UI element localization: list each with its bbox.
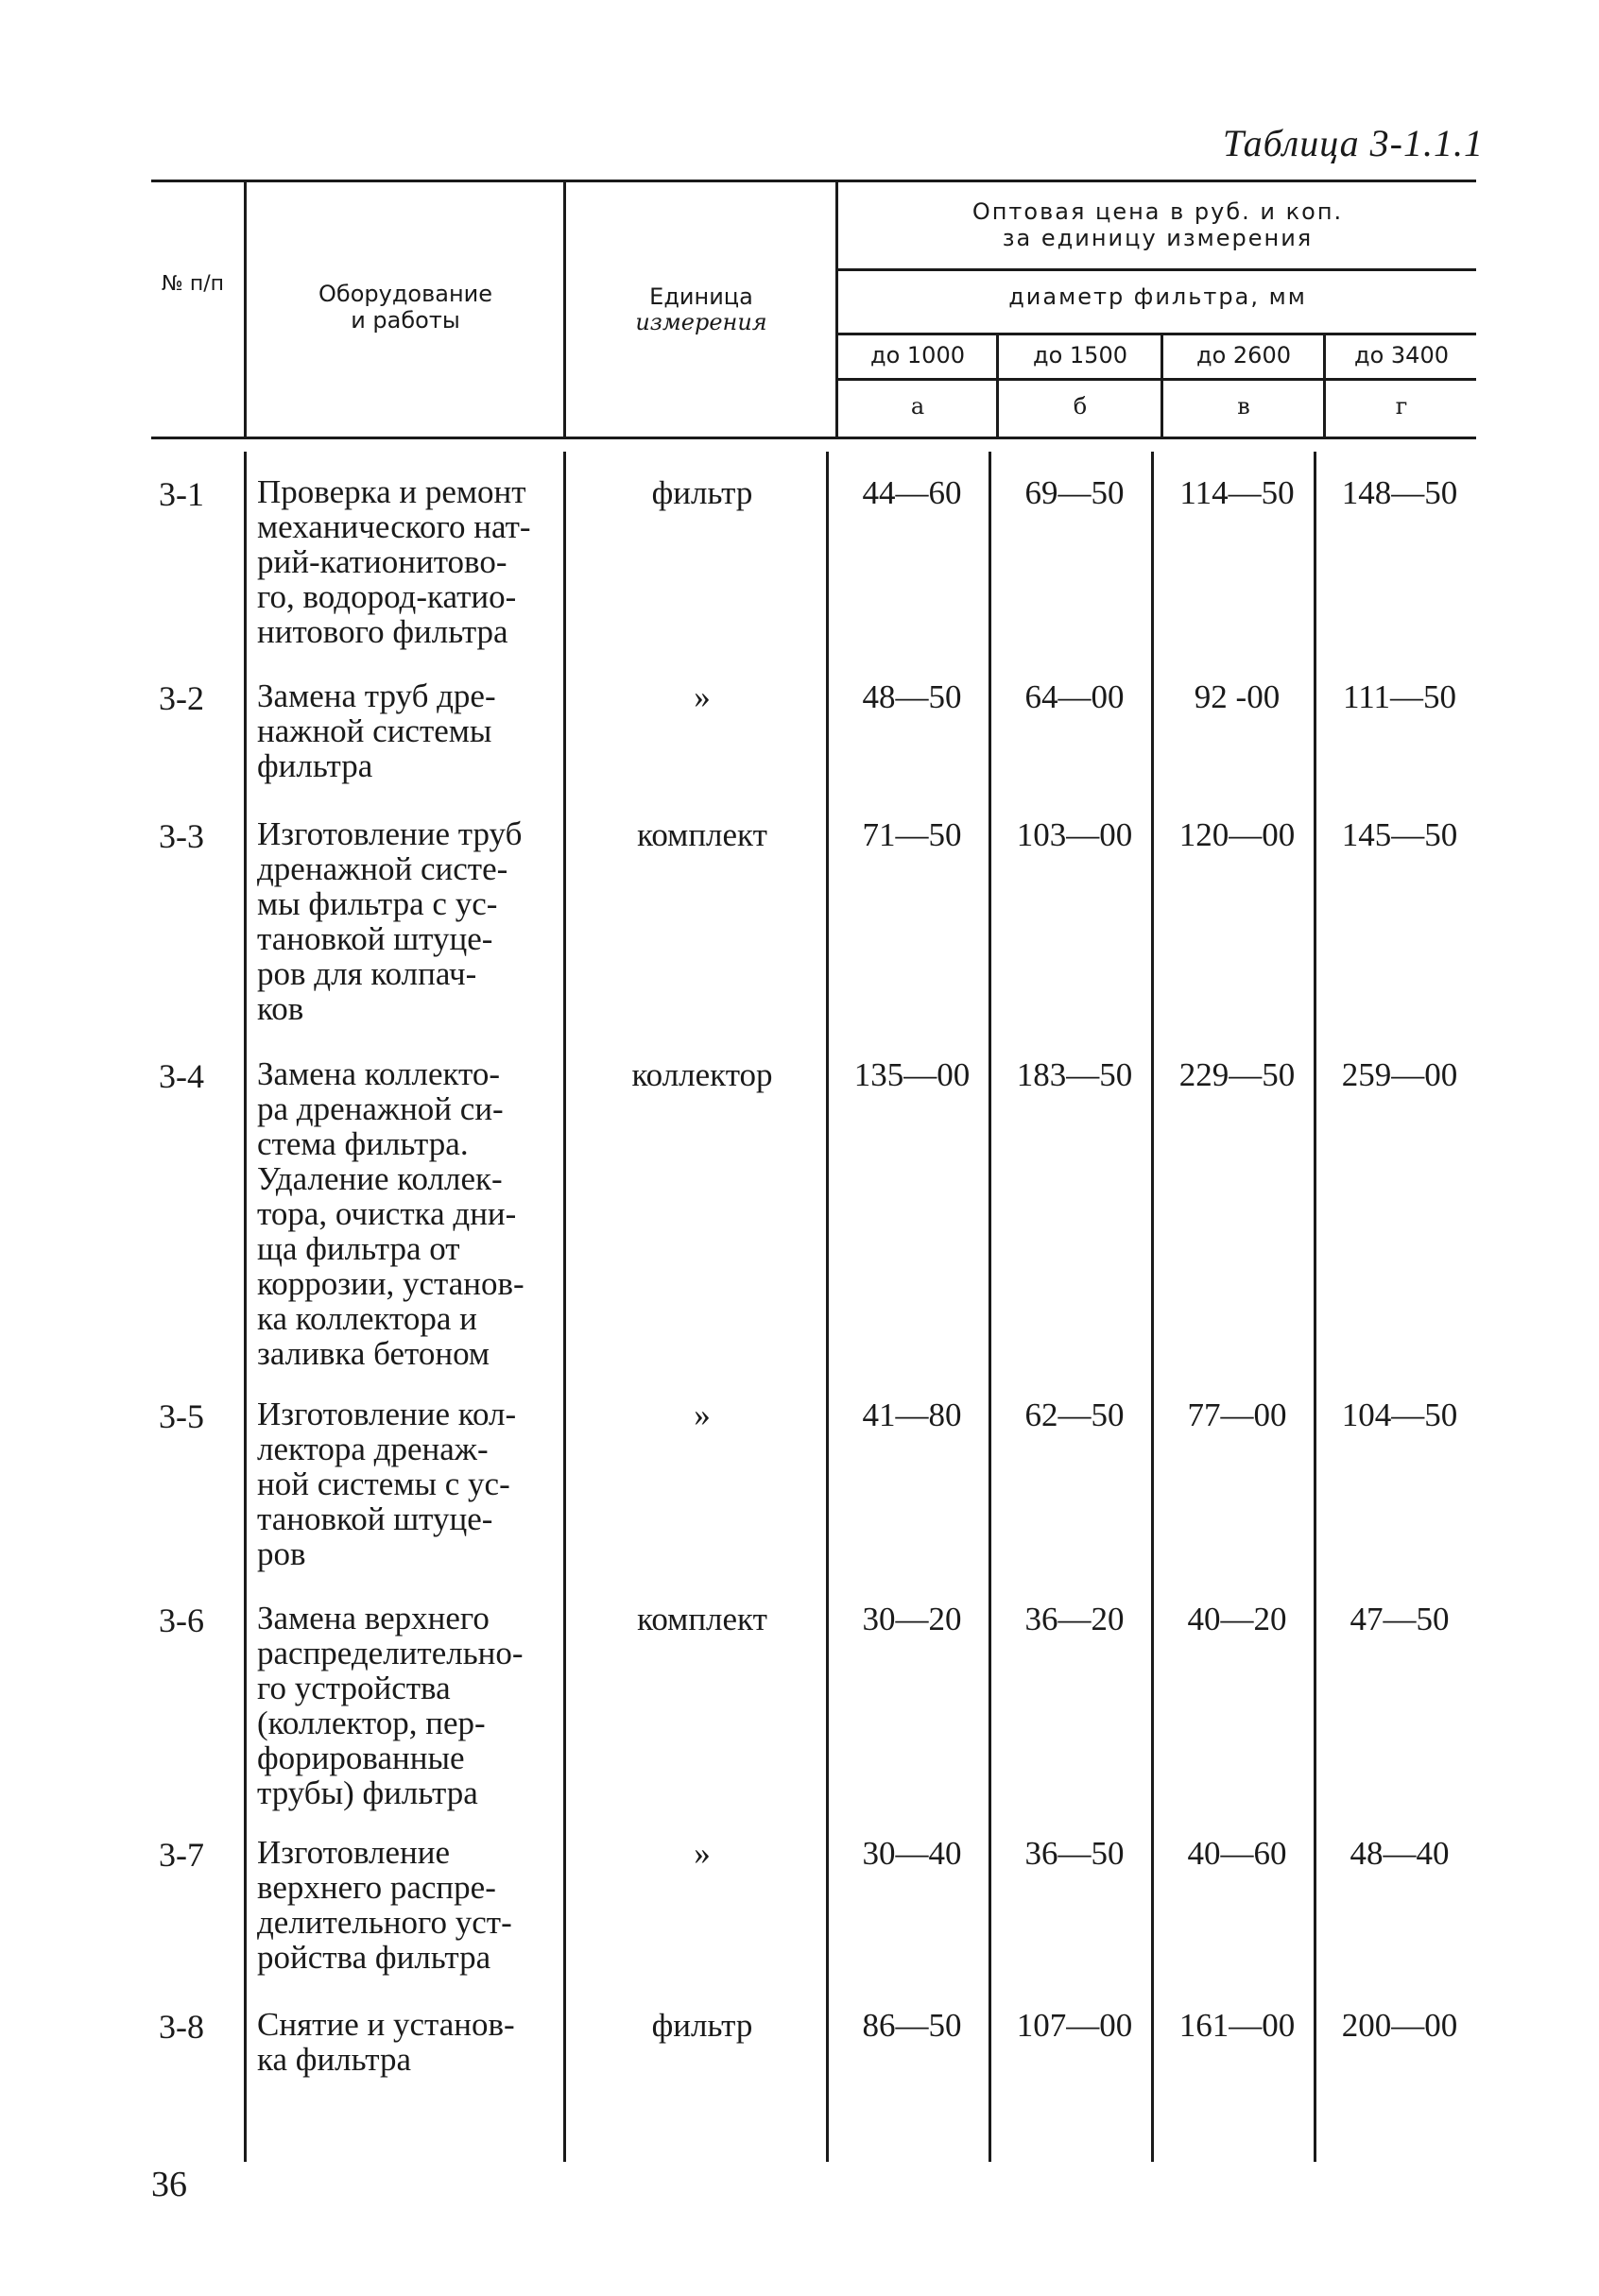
price-b: 69—50 <box>1024 474 1125 511</box>
letter-col-a: а <box>910 393 925 420</box>
price-d: 259—00 <box>1341 1056 1458 1093</box>
header-top-rule <box>151 180 1476 182</box>
diameter-col-c: до 2600 <box>1196 342 1291 368</box>
unit-header-line1: Единица <box>649 283 753 310</box>
row-work: Проверка и ремонт механического нат- рий-катионитово- го, водород-катио- нитового фильтра <box>257 473 531 650</box>
row-work: Замена труб дре- нажной системы фильтра <box>257 677 496 784</box>
header-col-sep-3 <box>835 180 838 439</box>
row-work: Снятие и установ- ка фильтра <box>257 2006 515 2078</box>
header-col-sep-6 <box>1323 333 1326 439</box>
price-d: 145—50 <box>1341 816 1458 853</box>
price-b: 36—50 <box>1024 1835 1125 1872</box>
price-c: 77—00 <box>1187 1396 1287 1433</box>
price-a: 135—00 <box>853 1056 971 1093</box>
diameter-header: диаметр фильтра, мм <box>1008 283 1307 310</box>
row-number: 3-1 <box>159 475 204 513</box>
row-work: Изготовление кол- лектора дренаж- ной системы с ус- тановкой штуце- ров <box>257 1396 517 1572</box>
price-a: 41—80 <box>862 1396 962 1433</box>
diameter-rule <box>835 333 1476 335</box>
table-title: Таблица 3-1.1.1 <box>1222 122 1484 164</box>
row-unit: коллектор <box>631 1056 773 1093</box>
price-b: 64—00 <box>1024 678 1125 715</box>
price-b: 36—20 <box>1024 1601 1125 1637</box>
price-b: 103—00 <box>1016 816 1133 853</box>
price-c: 161—00 <box>1178 2007 1296 2044</box>
letter-col-d: г <box>1395 393 1408 420</box>
row-number: 3-5 <box>159 1397 204 1435</box>
price-d: 47—50 <box>1350 1601 1450 1637</box>
price-a: 30—20 <box>862 1601 962 1637</box>
row-unit: » <box>694 1835 711 1872</box>
price-d: 200—00 <box>1341 2007 1458 2044</box>
row-work: Изготовление труб дренажной систе- мы фильтра с ус- тановкой штуце- ров для колпач- ков <box>257 815 523 1027</box>
diameter-col-a: до 1000 <box>870 342 965 368</box>
num-header: № п/п <box>161 272 225 296</box>
header-col-sep-5 <box>1161 333 1163 439</box>
letter-col-c: в <box>1237 393 1250 420</box>
row-work: Замена коллекто- ра дренажной си- стема фильтра. Удаление коллек- тора, очистка дни- ща фильтра от коррозии, установ- ка коллектора и заливка бетоном <box>257 1055 524 1372</box>
row-unit: комплект <box>637 1601 767 1637</box>
letter-col-b: б <box>1073 393 1088 420</box>
price-c: 40—20 <box>1187 1601 1287 1637</box>
price-a: 71—50 <box>862 816 962 853</box>
row-work: Замена верхнего распределительно- го устройства (коллектор, пер- форированные трубы) фильтра <box>257 1600 524 1811</box>
unit-header-line2: измерения <box>635 309 767 335</box>
row-number: 3-4 <box>159 1057 204 1095</box>
row-unit: фильтр <box>651 474 753 511</box>
price-a: 86—50 <box>862 2007 962 2044</box>
price-c: 114—50 <box>1179 474 1295 511</box>
letters-rule <box>835 378 1476 381</box>
price-c: 229—50 <box>1178 1056 1296 1093</box>
price-c: 40—60 <box>1187 1835 1287 1872</box>
diameter-col-d: до 3400 <box>1354 342 1449 368</box>
row-number: 3-7 <box>159 1836 204 1874</box>
price-c: 92 -00 <box>1194 678 1281 715</box>
row-unit: » <box>694 1396 711 1433</box>
price-a: 48—50 <box>862 678 962 715</box>
price-c: 120—00 <box>1178 816 1296 853</box>
header-bottom-rule <box>151 437 1476 439</box>
header-col-sep-4 <box>996 333 999 439</box>
header-col-sep-1 <box>244 180 247 439</box>
price-d: 148—50 <box>1341 474 1458 511</box>
page-number: 36 <box>151 2165 187 2204</box>
row-work: Изготовление верхнего распре- делительного уст- ройства фильтра <box>257 1834 512 1976</box>
row-unit: фильтр <box>651 2007 753 2044</box>
price-header: Оптовая цена в руб. и коп. за единицу измерения <box>971 198 1344 251</box>
price-group-rule <box>835 268 1476 271</box>
row-number: 3-3 <box>159 817 204 855</box>
header-col-sep-2 <box>563 180 566 439</box>
price-d: 111—50 <box>1343 678 1456 715</box>
price-a: 44—60 <box>862 474 962 511</box>
price-b: 107—00 <box>1016 2007 1133 2044</box>
price-d: 48—40 <box>1350 1835 1450 1872</box>
price-b: 62—50 <box>1024 1396 1125 1433</box>
price-a: 30—40 <box>862 1835 962 1872</box>
body-col-sep-2 <box>563 452 566 2162</box>
body-col-sep-1 <box>244 452 247 2162</box>
row-number: 3-8 <box>159 2008 204 2046</box>
row-number: 3-2 <box>159 679 204 717</box>
price-d: 104—50 <box>1341 1396 1458 1433</box>
row-unit: » <box>694 678 711 715</box>
work-header: Оборудование и работы <box>318 281 492 334</box>
row-number: 3-6 <box>159 1602 204 1639</box>
diameter-col-b: до 1500 <box>1033 342 1127 368</box>
price-b: 183—50 <box>1016 1056 1133 1093</box>
row-unit: комплект <box>637 816 767 853</box>
